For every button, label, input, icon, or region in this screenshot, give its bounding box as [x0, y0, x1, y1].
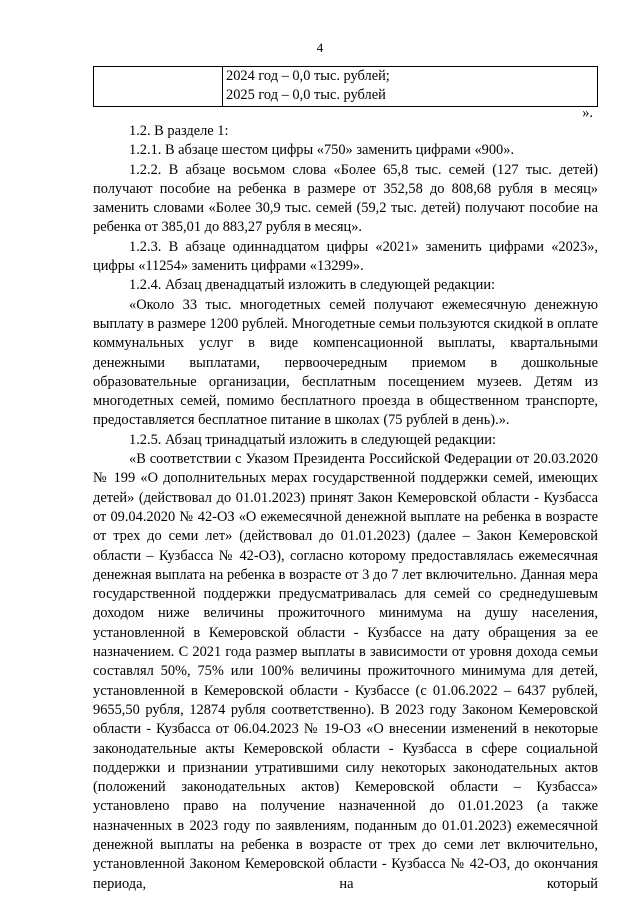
- table-line-2024: 2024 год – 0,0 тыс. рублей;: [226, 68, 390, 84]
- page-number: 4: [316, 40, 324, 55]
- section-1-2-heading: 1.2. В разделе 1:: [129, 123, 229, 139]
- table-cell-amounts: [223, 67, 598, 107]
- closing-quote: ».: [582, 105, 593, 121]
- item-1-2-1: 1.2.1. В абзаце шестом цифры «750» заменить цифрами «900».: [129, 142, 515, 159]
- item-1-2-2: 1.2.2. В абзаце восьмом слова «Более 65,8 тыс. семей (127 тыс. детей) получают пособие на ребенка в размере от 352,58 до 808,68 рубля в месяц» заменить словами «Более 30,9 тыс. семей (59,2 тыс. детей) получают пособие на ребенка от 385,01 до 883,27 рубля в месяц».: [93, 161, 598, 236]
- item-1-2-5-text: «В соответствии с Указом Президента Российской Федерации от 20.03.2020 № 199 «О дополнительных мерах государственной поддержки семей, имеющих детей» (действовал до 01.01.2023) принят Закон Кемеровской области - Кузбасса от 09.04.2020 № 42-ОЗ «О ежемесячной денежной выплате на ребенка в возрасте от трех до семи лет» (действовал до 01.01.2023) (далее – Закон Кемеровской области – Кузбасса № 42-ОЗ), согласно которому предоставлялась ежемесячная денежная выплата на ребенка в возрасте от 3 до 7 лет включительно. Данная мера государственной поддержки предусматривалась для семей со среднедушевым доходом ниже величины прожиточного минимума на душу населения, установленной в Кемеровской области - Кузбассе на дату обращения за ее назначением. С 2021 года размер выплаты в зависимости от уровня дохода семьи составлял 50%, 75% или 100% величины прожиточного минимума для детей, установленной в Кемеровской области - Кузбассе (с 01.06.2022 – 6437 рублей, 9655,50 рубля, 12874 рубля соответственно). В 2023 году Законом Кемеровской области - Кузбасса от 06.04.2023 № 19-ОЗ «О внесении изменений в некоторые законодательные акты Кемеровской области - Кузбасса в сфере социальной поддержки и признании утратившими силу некоторых законодательных актов (положений законодательных актов) Кемеровской области – Кузбасса» установлено право на получение назначенной до 01.01.2023 (а также назначенных в 2023 году по заявлениям, поданным до 01.01.2023) ежемесячной денежной выплаты на ребенка в возрасте от трех до семи лет включительно, установленной Законом Кемеровской области - Кузбасса № 42-ОЗ, до окончания периода, на который: [93, 451, 598, 892]
- item-1-2-5: 1.2.5. Абзац тринадцатый изложить в следующей редакции:: [129, 431, 496, 448]
- financing-table: [93, 66, 598, 107]
- item-1-2-4: 1.2.4. Абзац двенадцатый изложить в следующей редакции:: [129, 277, 496, 294]
- table-line-2025: 2025 год – 0,0 тыс. рублей: [226, 87, 386, 104]
- table-cell-empty: [94, 67, 223, 107]
- item-1-2-3: 1.2.3. В абзаце одиннадцатом цифры «2021» заменить цифрами «2023», цифры «11254» заменить цифрами «13299».: [93, 238, 598, 275]
- table-row: [94, 67, 598, 107]
- document-body: [93, 122, 598, 894]
- item-1-2-4-text: «Около 33 тыс. многодетных семей получают ежемесячную денежную выплату в размере 1200 рублей. Многодетные семьи пользуются скидкой в оплате коммунальных услуг в виде компенсационной выплаты, квартальными денежными выплатами, первоочередным приемом в дошкольные образовательные организации, бесплатным посещением музеев. Детям из многодетных семей, помимо бесплатного проезда в общественном транспорте, предоставляется бесплатное питание в школах (75 рублей в день).».: [93, 296, 598, 429]
